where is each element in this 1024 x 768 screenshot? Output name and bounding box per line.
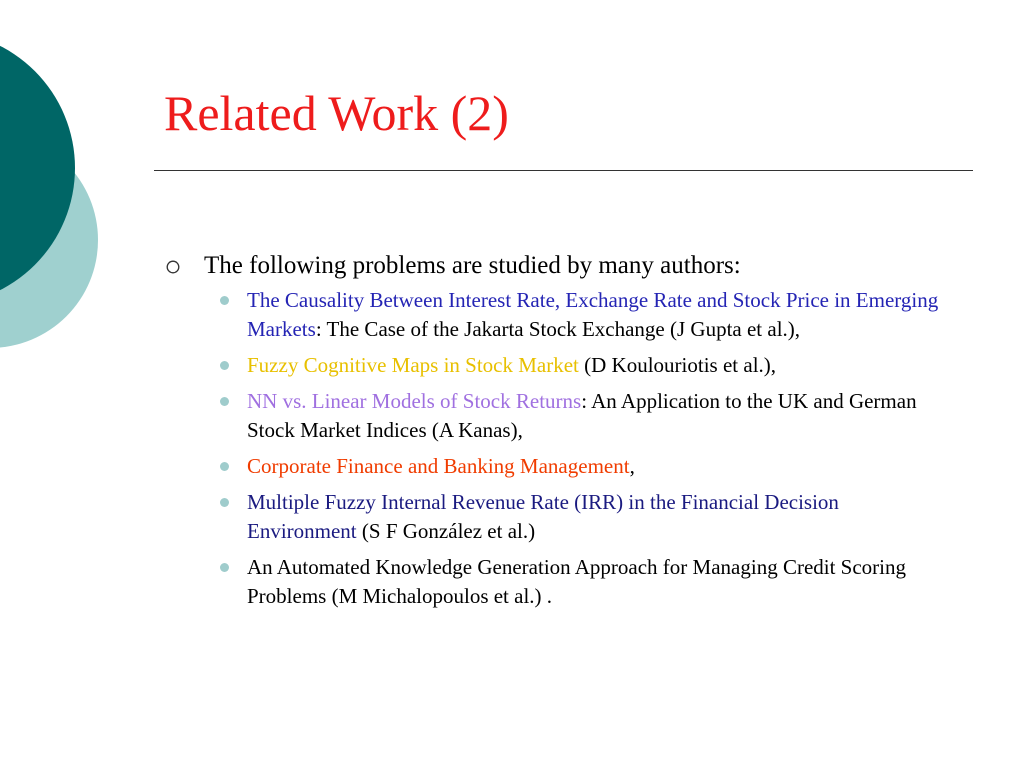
dot-bullet-icon xyxy=(220,397,229,406)
paper-title-highlight: Corporate Finance and Banking Management xyxy=(247,454,630,478)
dot-bullet-icon xyxy=(220,563,229,572)
paper-title-highlight: Fuzzy Cognitive Maps in Stock Market xyxy=(247,353,579,377)
title-divider xyxy=(154,170,973,171)
paper-details-text: (S F González et al.) xyxy=(356,519,536,543)
paper-title-highlight: Multiple Fuzzy Internal Revenue Rate (IRR) in the Financial Decision Environment xyxy=(247,490,839,543)
related-work-item xyxy=(160,286,950,344)
paper-details-text: , xyxy=(629,454,635,478)
related-work-item xyxy=(160,387,950,445)
paper-title-highlight: NN vs. Linear Models of Stock Returns xyxy=(247,389,582,413)
paper-details-text: : An Application to the UK and German Stock Market Indices (A Kanas), xyxy=(247,389,917,442)
slide-title: Related Work (2) xyxy=(164,85,509,141)
main-bullet-text: The following problems are studied by many authors: xyxy=(204,252,741,279)
dot-bullet-icon xyxy=(220,462,229,471)
decorative-circles xyxy=(0,0,110,420)
related-work-list xyxy=(160,286,950,611)
related-work-item xyxy=(160,452,950,481)
main-bullet-point xyxy=(160,250,950,282)
paper-title-highlight: The Causality Between Interest Rate, Exchange Rate and Stock Price in Emerging Markets xyxy=(247,288,939,341)
dot-bullet-icon xyxy=(220,296,229,305)
related-work-item xyxy=(160,553,950,611)
related-work-item xyxy=(160,351,950,380)
slide-content xyxy=(160,250,950,618)
paper-details-text: : The Case of the Jakarta Stock Exchange (J Gupta et al.), xyxy=(315,317,801,341)
hollow-circle-bullet-icon xyxy=(166,260,180,274)
dot-bullet-icon xyxy=(220,361,229,370)
paper-details-text: (D Koulouriotis et al.), xyxy=(578,353,777,377)
related-work-item xyxy=(160,488,950,546)
dot-bullet-icon xyxy=(220,498,229,507)
paper-details-text: An Automated Knowledge Generation Approach for Managing Credit Scoring Problems (M Michalopoulos et al.) . xyxy=(247,555,907,608)
